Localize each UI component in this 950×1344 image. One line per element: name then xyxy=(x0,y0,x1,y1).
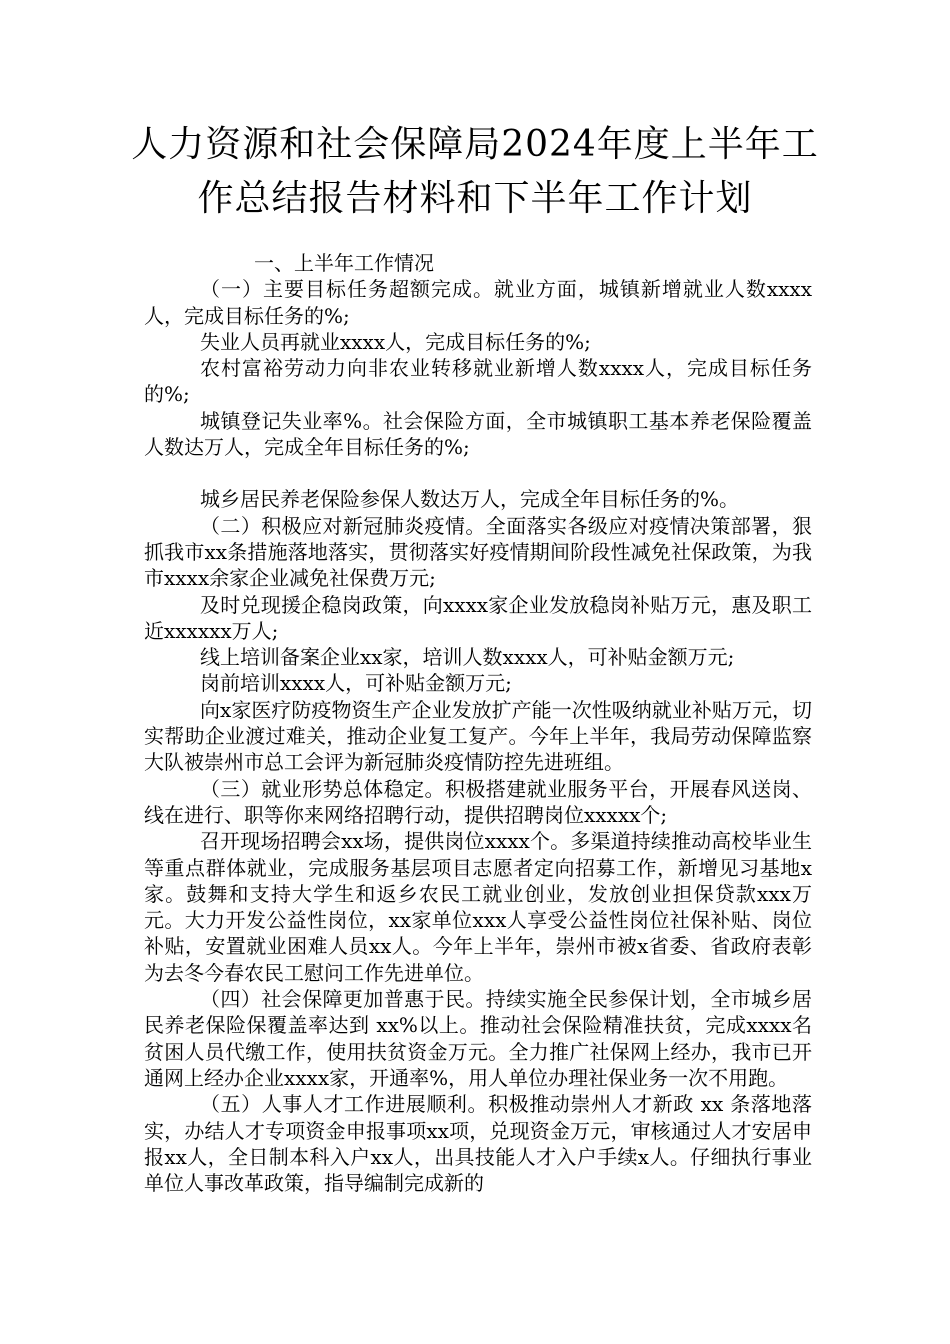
paragraph: 岗前培训xxxx人，可补贴金额万元; xyxy=(200,671,512,696)
paragraph: 线上培训备案企业xx家，培训人数xxxx人，可补贴金额万元; xyxy=(200,645,735,670)
paragraph: （二）积极应对新冠肺炎疫情。全面落实各级应对疫情决策部署，狠抓我市xx条措施落地落实，贯彻落实好疫情期间阶段性减免社保政策，为我市xxxx余家企业减免社保费万元; xyxy=(144,513,812,591)
paragraph: （四）社会保障更加普惠于民。持续实施全民参保计划，全市城乡居民养老保险保覆盖率达到 xx%以上。推动社会保险精准扶贫，完成xxxx名贫困人员代缴工作，使用扶贫资金万元。全力推广社保网上经办，我市已开通网上经办企业xxxx家，开通率%，用人单位办理社保业务一次不用跑。 xyxy=(144,987,812,1090)
section-heading: 一、上半年工作情况 xyxy=(254,251,434,275)
document-title xyxy=(80,118,870,226)
title-line-1: 人力资源和社会保障局2024年度上半年工 xyxy=(131,124,819,165)
paragraph: （三）就业形势总体稳定。积极搭建就业服务平台，开展春风送岗、线在进行、职等你来网络招聘行动，提供招聘岗位xxxxx个; xyxy=(144,776,812,827)
document-body xyxy=(144,250,812,1196)
paragraph: 农村富裕劳动力向非农业转移就业新增人数xxxx人，完成目标任务的%; xyxy=(144,356,812,407)
paragraph: （一）主要目标任务超额完成。就业方面，城镇新增就业人数xxxx人，完成目标任务的%; xyxy=(144,277,812,328)
title-line-2: 作总结报告材料和下半年工作计划 xyxy=(197,178,753,219)
paragraph: （五）人事人才工作进展顺利。积极推动崇州人才新政 xx 条落地落实，办结人才专项资金申报事项xx项，兑现资金万元，审核通过人才安居申报xx人，全日制本科入户xx人，出具技能人才入户手续x人。仔细执行事业单位人事改革政策，指导编制完成新的 xyxy=(144,1092,812,1196)
paragraph: 城镇登记失业率%。社会保险方面，全市城镇职工基本养老保险覆盖人数达万人，完成全年目标任务的%; xyxy=(144,408,812,460)
paragraph: 城乡居民养老保险参保人数达万人，完成全年目标任务的%。 xyxy=(200,487,740,512)
paragraph: 及时兑现援企稳岗政策，向xxxx家企业发放稳岗补贴万元，惠及职工近xxxxxx万人; xyxy=(144,592,812,643)
paragraph: 失业人员再就业xxxx人，完成目标任务的%; xyxy=(200,329,591,354)
paragraph: 向x家医疗防疫物资生产企业发放扩产能一次性吸纳就业补贴万元，切实帮助企业渡过难关，推动企业复工复产。今年上半年，我局劳动保障监察大队被崇州市总工会评为新冠肺炎疫情防控先进班组。 xyxy=(144,697,812,775)
paragraph: 召开现场招聘会xx场，提供岗位xxxx个。多渠道持续推动高校毕业生等重点群体就业，完成服务基层项目志愿者定向招募工作，新增见习基地x家。鼓舞和支持大学生和返乡农民工就业创业，发放创业担保贷款xxx万元。大力开发公益性岗位，xx家单位xxx人享受公益性岗位社保补贴、岗位补贴，安置就业困难人员xx人。今年上半年，崇州市被x省委、省政府表彰为去冬今春农民工慰问工作先进单位。 xyxy=(144,829,812,985)
